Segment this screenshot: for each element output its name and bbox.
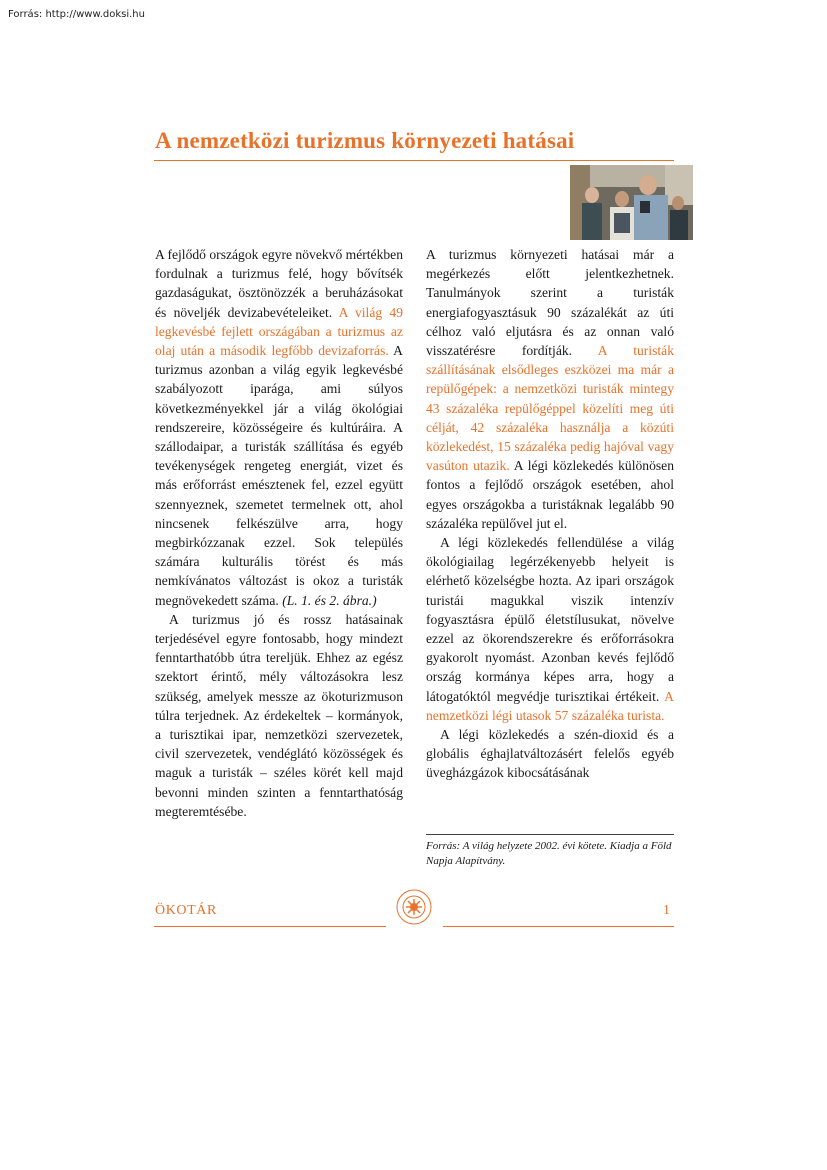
svg-text:· · · · ·: · · · · · bbox=[408, 888, 420, 893]
figure-reference: (L. 1. és 2. ábra.) bbox=[282, 592, 377, 608]
footer-divider-left bbox=[154, 926, 386, 927]
right-paragraph-1: A turizmus környezeti hatásai már a megérkezés előtt jelentkezhetnek. Tanulmányok szerint a turisták energiafogyasztásuk 90 százalékát az úti célhoz való eljutásra és az onnan való visszatérésre fordítják. A turisták szállításának elsődleges eszközei ma már a repülőgépek: a nemzetközi turisták mintegy 43 százaléka repülőgéppel közelíti meg úti célját, 42 százaléka használja a közúti közlekedést, 15 százaléka pedig hajóval vagy vasúton utazik. A légi közlekedés különösen fontos a fejlődő országok esetében, ahol egyes országokba a turistáknak legalább 90 százaléka repülővel jut el. bbox=[426, 247, 674, 531]
tourists-photo bbox=[570, 165, 693, 240]
highlight-fact: A turisták szállításának elsődleges eszközei ma már a repülőgépek: a nemzetközi turisták mintegy 43 százaléka repülőgéppel közelíti meg úti célját, 42 százaléka használja a közúti közlekedést, 15 százaléka pedig hajóval vagy vasúton utazik. bbox=[426, 343, 674, 474]
source-url-label: Forrás: http://www.doksi.hu bbox=[8, 9, 145, 20]
footer-divider-right bbox=[443, 926, 674, 927]
page-number: 1 bbox=[663, 903, 670, 918]
left-paragraph-2: A turizmus jó és rossz hatásainak terjedésével egyre fontosabb, hogy mindezt fenntarthatóbb útra tereljük. Ehhez az egész szektort érintő, mély változásokra lesz szükség, amelyek messze az ökoturizmuson túlra terjednek. Az érdekeltek – kormányok, a turisztikai ipar, nemzetközi szervezetek, civil szervezetek, vendéglátó közösségek és maguk a turisták – széles körét kell majd bevonni minden szinten a fenntarthatóság megteremtésébe. bbox=[155, 611, 403, 819]
highlight-fact: A nemzetközi légi utasok 57 százaléka turista. bbox=[426, 688, 674, 723]
footer-brand: ÖKOTÁR bbox=[155, 903, 217, 918]
left-paragraph-1: A fejlődő országok egyre növekvő mértékben fordulnak a turizmus felé, hogy bővítsék gazdaságukat, ösztönözzék a beruházásokat és növeljék devizabevételeiket. A világ 49 legkevésbé fejlett országában a turizmus az olaj után a második legfőbb devizaforrás. A turizmus azonban a világ egyik legkevésbé szabályozott iparága, ami súlyos következményekkel jár a világ ökológiai rendszereire, közösségeire és kultúráira. A szállodaipar, a turisták szállítása és egyéb tevékenységek rengeteg energiát, vizet és más erőforrást emésztenek fel, ezzel együtt szennyeznek, szemetet termelnek ott, ahol nincsenek felkészülve arra, hogy megbirkózzanak ezzel. Sok település számára kulturális törést és más nemkívánatos változást is okoz a turisták megnövekedett száma. (L. 1. és 2. ábra.) bbox=[155, 247, 404, 608]
page-title: A nemzetközi turizmus környezeti hatásai bbox=[155, 128, 575, 153]
source-note: Forrás: A világ helyzete 2002. évi kötete. Kiadja a Föld Napja Alapítvány. bbox=[426, 840, 672, 867]
source-divider bbox=[426, 834, 674, 835]
earth-day-sun-logo-icon bbox=[384, 885, 444, 930]
right-paragraph-2: A légi közlekedés fellendülése a világ ökológiailag legérzékenyebb helyeit is elérhető közelségbe hozta. Az ipari országok turistái magukkal viszik intenzív fogyasztásra épülő életstílusukat, növelve ezzel az ökorendszerekre és erőforrásokra gyakorolt nyomást. Azonban kevés fejlődő ország kormánya képes arra, hogy a látogatóktól megvédje turisztikai értékeit. A nemzetközi légi utasok 57 százaléka turista. bbox=[426, 535, 674, 723]
left-column bbox=[155, 245, 403, 821]
title-divider bbox=[154, 160, 674, 161]
highlight-fact: A világ 49 legkevésbé fejlett országában a turizmus az olaj után a második legfőbb devizaforrás. bbox=[155, 304, 403, 359]
right-paragraph-3: A légi közlekedés a szén-dioxid és a globális éghajlatváltozásért felelős egyéb üvegházgázok kibocsátásának bbox=[426, 727, 674, 781]
right-column bbox=[426, 245, 674, 783]
